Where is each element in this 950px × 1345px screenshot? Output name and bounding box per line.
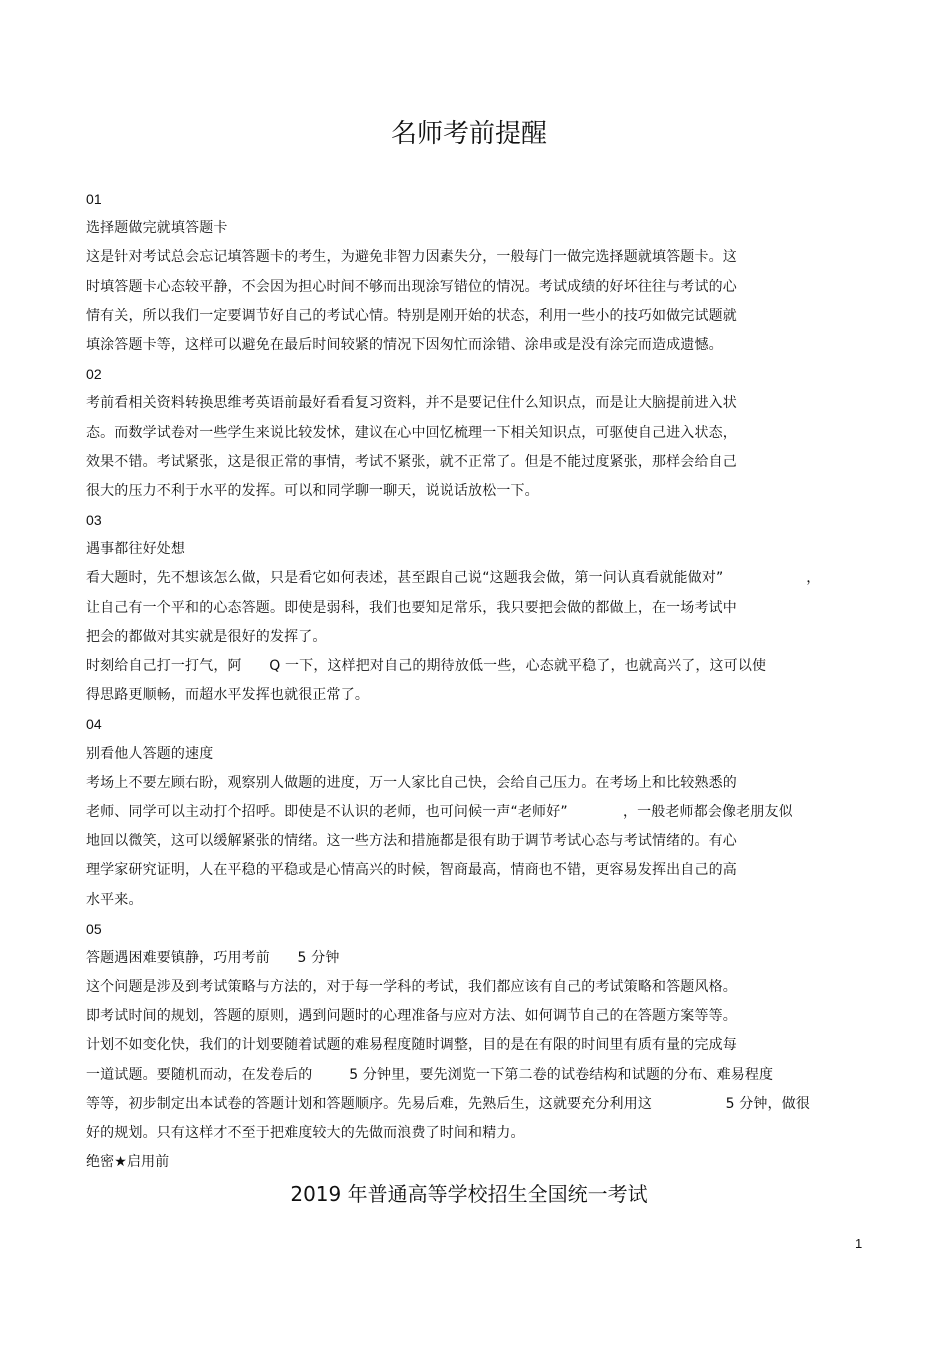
section-heading: 答题遇困难要镇静，巧用考前 5 分钟 bbox=[86, 949, 340, 966]
paragraph-line: 效果不错。考试紧张，这是很正常的事情，考试不紧张，就不正常了。但是不能过度紧张，那样会给自己 bbox=[86, 453, 737, 470]
paragraph-line: 让自己有一个平和的心态答题。即使是弱科，我们也要知足常乐，我只要把会做的都做上，在一场考试中 bbox=[86, 599, 737, 616]
document-title: 名师考前提醒 bbox=[390, 119, 547, 149]
paragraph-line: 态。而数学试卷对一些学生来说比较发怵，建议在心中回忆梳理一下相关知识点，可驱使自己进入状态， bbox=[86, 424, 737, 441]
paragraph-line: 填涂答题卡等，这样可以避免在最后时间较紧的情况下因匆忙而涂错、涂串或是没有涂完而造成遗憾。 bbox=[86, 336, 723, 353]
paragraph-line: 得思路更顺畅，而超水平发挥也就很正常了。 bbox=[86, 687, 369, 704]
paragraph-line: 考前看相关资料转换思维考英语前最好看看复习资料，并不是要记住什么知识点，而是让大脑提前进入状 bbox=[86, 395, 737, 412]
paragraph-line: 考场上不要左顾右盼，观察别人做题的进度，万一人家比自己快，会给自己压力。在考场上和比较熟悉的 bbox=[86, 774, 737, 791]
paragraph-line: 看大题时，先不想该怎么做，只是看它如何表述，甚至跟自己说“这题我会做，第一问认真看就能做对” ， bbox=[86, 570, 821, 587]
page-number: 1 bbox=[855, 1236, 863, 1251]
confidential-label: 绝密★启用前 bbox=[86, 1154, 170, 1171]
paragraph-line: 好的规划。只有这样才不至于把难度较大的先做而浪费了时间和精力。 bbox=[86, 1125, 525, 1141]
paragraph-line: 一道试题。要随机而动，在发卷后的 5 分钟里，要先浏览一下第二卷的试卷结构和试题的分布、难易程度 bbox=[86, 1066, 774, 1083]
section-number: 03 bbox=[86, 512, 102, 529]
paragraph-line: 这个问题是涉及到考试策略与方法的，对于每一学科的考试，我们都应该有自己的考试策略和答题风格。 bbox=[86, 979, 737, 996]
section-number: 02 bbox=[86, 366, 102, 383]
section-heading: 遇事都往好处想 bbox=[86, 541, 186, 558]
section-number: 04 bbox=[86, 716, 102, 733]
section-number: 05 bbox=[86, 920, 102, 937]
section-number: 01 bbox=[86, 191, 102, 207]
exam-title: 2019 年普通高等学校招生全国统一考试 bbox=[290, 1182, 648, 1206]
paragraph-line: 等等，初步制定出本试卷的答题计划和答题顺序。先易后难，先熟后生，这就要充分利用这 5 分钟，做很 bbox=[86, 1095, 811, 1112]
section-heading: 选择题做完就填答题卡 bbox=[86, 220, 228, 237]
paragraph-line: 情有关，所以我们一定要调节好自己的考试心情。特别是刚开始的状态，利用一些小的技巧如做完试题就 bbox=[86, 307, 737, 324]
paragraph-line: 把会的都做对其实就是很好的发挥了。 bbox=[86, 628, 327, 645]
document-body bbox=[86, 185, 876, 1177]
paragraph-line: 计划不如变化快，我们的计划要随着试题的难易程度随时调整，目的是在有限的时间里有质有量的完成每 bbox=[86, 1037, 737, 1054]
paragraph-line: 老师、同学可以主动打个招呼。即使是不认识的老师，也可问候一声“老师好” ，一般老师都会像老朋友似 bbox=[86, 803, 793, 820]
section-heading: 别看他人答题的速度 bbox=[86, 745, 214, 762]
paragraph-line: 时填答题卡心态较平静，不会因为担心时间不够而出现涂写错位的情况。考试成绩的好坏往往与考试的心 bbox=[86, 278, 737, 295]
paragraph-line: 地回以微笑，这可以缓解紧张的情绪。这一些方法和措施都是很有助于调节考试心态与考试情绪的。有心 bbox=[86, 833, 737, 850]
paragraph-line: 水平来。 bbox=[86, 891, 143, 908]
paragraph-line: 理学家研究证明，人在平稳的平稳或是心情高兴的时候，智商最高，情商也不错，更容易发挥出自己的高 bbox=[86, 862, 737, 879]
paragraph-line: 即考试时间的规划，答题的原则，遇到问题时的心理准备与应对方法、如何调节自己的在答题方案等等。 bbox=[86, 1008, 737, 1025]
paragraph-line: 很大的压力不利于水平的发挥。可以和同学聊一聊天，说说话放松一下。 bbox=[86, 482, 539, 499]
paragraph-line: 这是针对考试总会忘记填答题卡的考生，为避免非智力因素失分，一般每门一做完选择题就填答题卡。这 bbox=[86, 249, 737, 266]
paragraph-line: 时刻给自己打一打气，阿 Q 一下，这样把对自己的期待放低一些，心态就平稳了，也就高兴了，这可以使 bbox=[86, 658, 767, 674]
